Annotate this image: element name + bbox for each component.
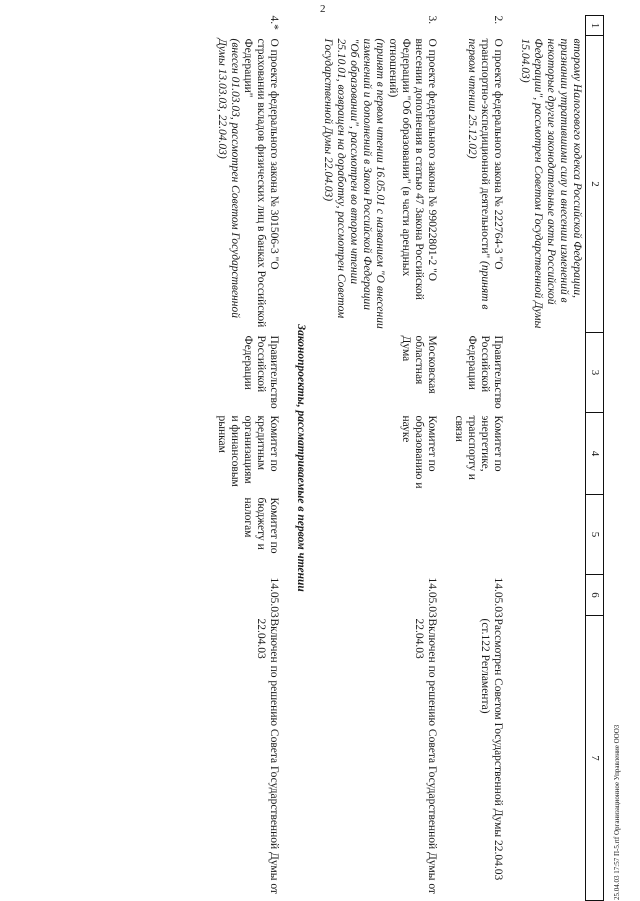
col-header-3: 3 [586,333,604,413]
rotated-document-table [29,15,604,900]
status: Включен по решению Совета Государственной Думы от 22.04.03 [413,618,438,894]
legislation-table [215,15,604,901]
table-row [452,16,518,901]
row-number: 2. [492,15,504,25]
responsible-committee: Комитет по энергетике, транспорту и связи [453,415,504,480]
responsible-committee: Комитет по образованию и науке [400,415,438,489]
col-header-6: 6 [586,575,604,616]
section-title: Законопроекты, рассматриваемые в первом чтении [295,324,307,592]
status: Включен по решению Совета Государственной Думы от 22.04.03 [255,618,280,894]
bill-note: (принят в первом чтении 16.05.01 с названием "О внесении изменений и дополнений в Закон Российской Федерации "Об образовании", рассмотрен во втором чтении 25.10.01, возвращен на доработку, рассмотрен Советом Государственной Думы 22.04.03) [322,38,386,329]
review-date: 14.05.03 [492,577,504,618]
col-header-5: 5 [586,495,604,575]
co-committee: Комитет по бюджету и налогам [242,497,280,554]
row-number: 3. [426,15,438,25]
bill-title: О проекте федерального закона № 301506-3 "О страховании вкладов физических лиц в банках Российской Федерации" [242,38,280,328]
bill-title-cell [215,36,294,333]
table-row [321,16,452,901]
bill-note: (внесен 01.03.03, рассмотрен Советом Государственной Думы 13.03.03, 22.04.03) [216,38,241,318]
table-row [215,16,294,901]
continuation-text: второму Налогового кодекса Российской Федерации, признании утратившими силу и внесении изменений в некоторые другие законодательные акты Российской Федерации", рассмотрен Советом Государственной Думы 15.04.03) [519,38,583,329]
status: Рассмотрен Советом Государственной Думы 22.04.03 (ст.122 Регламента) [479,618,504,881]
initiator: Правительство Российской Федерации [466,335,504,409]
col-header-4: 4 [586,413,604,495]
footer-text: 25.04.03 17:57 П-5.rtf Организационное Управление ООО3 [613,724,621,900]
bill-title: О проекте федерального закона № 99022801-2 "О внесении дополнения в статью 47 Закона Российской Федерации "Об образовании" (в части арендных отношений) [387,38,438,300]
responsible-committee: Комитет по кредитным организациям и финансовым рынкам [216,415,280,487]
co-committee [321,495,452,575]
row-number: 4.* [268,15,280,30]
initiator: Правительство Российской Федерации [242,335,280,409]
section-row [294,16,321,901]
co-committee [452,495,518,575]
bill-title-cell [452,36,518,333]
col-header-1: 1 [586,16,604,36]
col-header-2: 2 [586,36,604,333]
table-row-continuation [518,16,586,901]
bill-title: О проекте федерального закона № 222764-3 "О транспортно-экспедиционной деятельности" [479,38,504,270]
page-number: 2 [320,3,326,15]
column-number-header [586,16,604,901]
initiator: Московская областная Дума [400,335,438,394]
review-date: 14.05.03 [426,577,438,618]
review-date: 14.05.03 [268,577,280,618]
document-footer [613,0,622,900]
bill-note: (принят в первом чтении 25.12.02) [466,38,491,310]
col-header-7: 7 [586,616,604,901]
bill-title-cell [321,36,452,333]
